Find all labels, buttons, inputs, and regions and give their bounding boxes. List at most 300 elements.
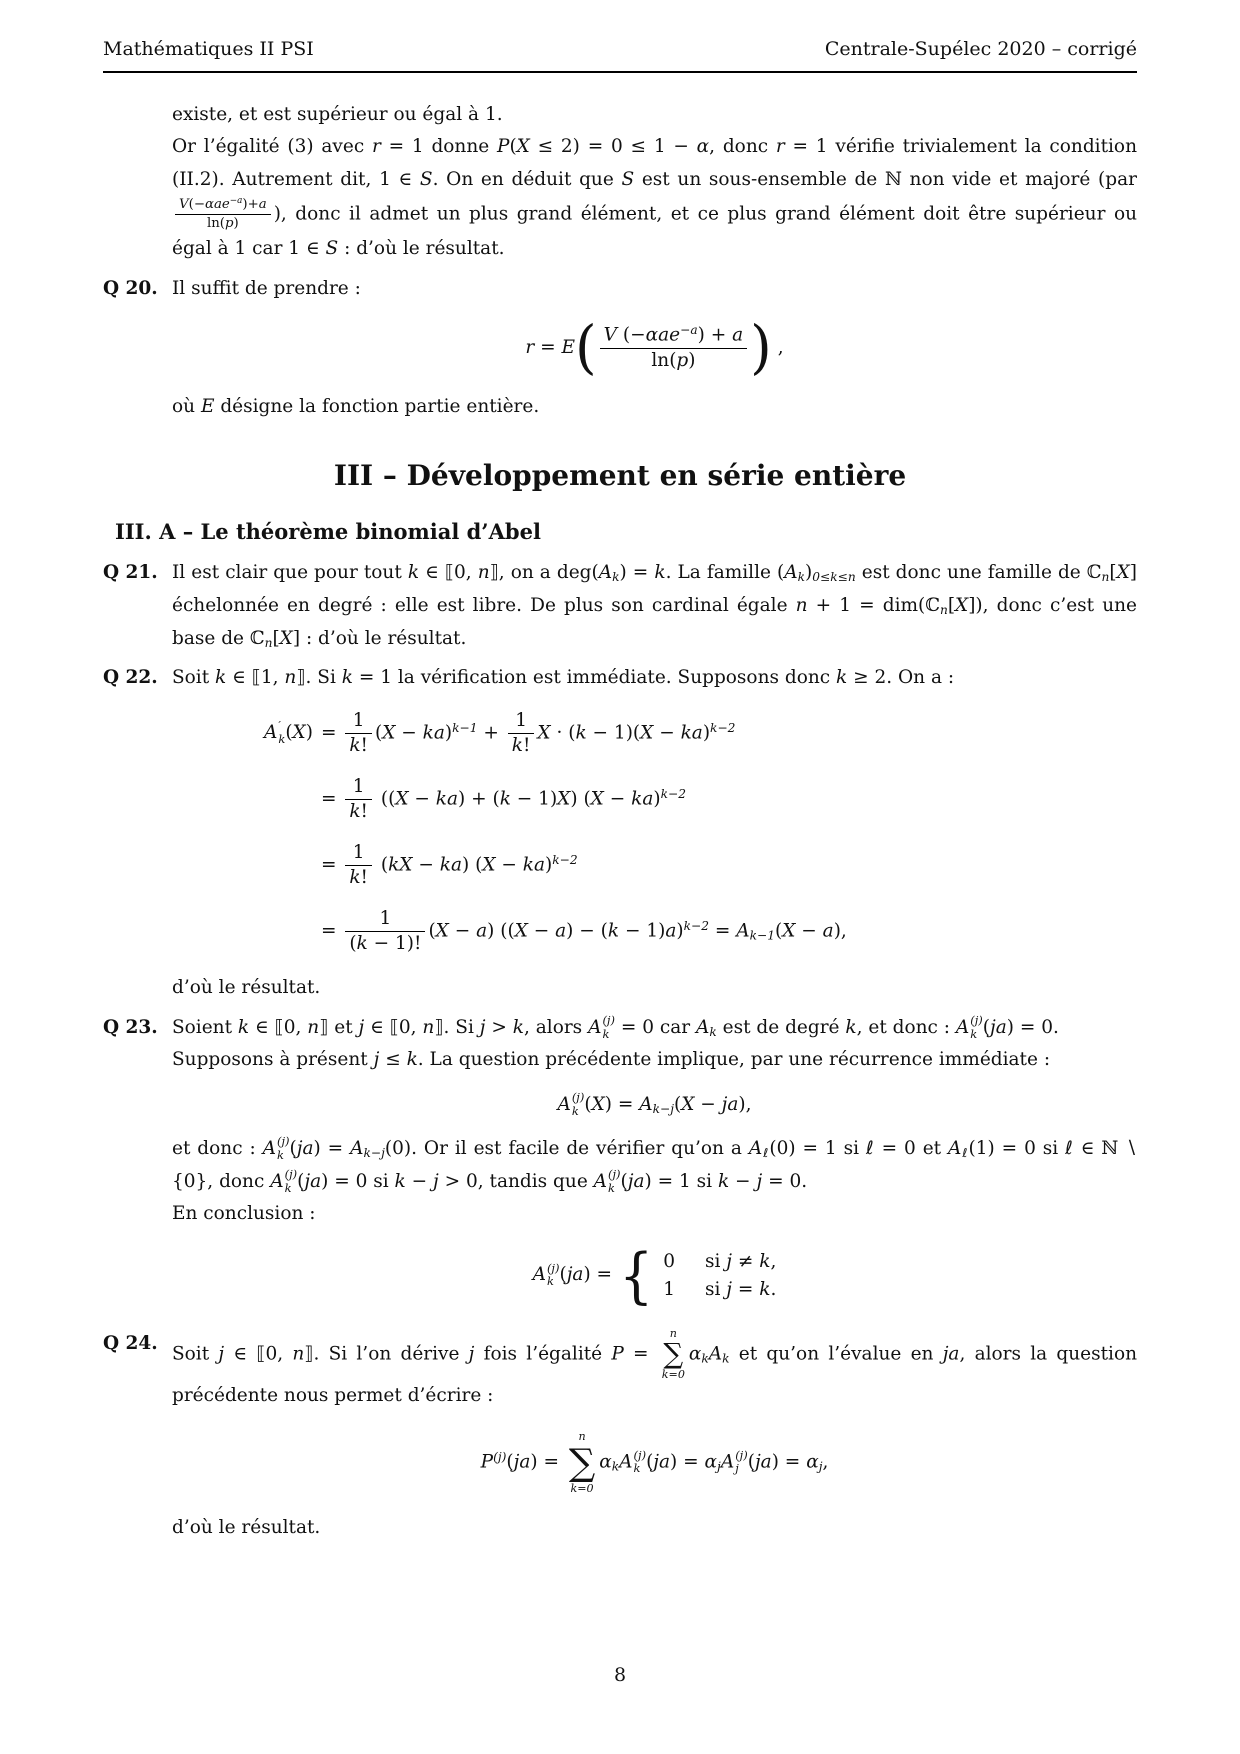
text-run: ( (982, 1016, 990, 1038)
text-run: k (797, 570, 806, 585)
text-run: a (732, 325, 744, 347)
text-run: X (279, 627, 293, 649)
fraction (345, 709, 372, 758)
text-run: ) (653, 788, 661, 810)
question-label: Q 21. (103, 562, 158, 584)
text-run: X (395, 788, 409, 810)
document-body (103, 99, 1137, 1545)
text-run: − (729, 1170, 757, 1192)
text-run: ( (428, 920, 436, 942)
fraction-numerator (345, 709, 372, 734)
text-run: = (708, 920, 737, 942)
text-run: est donc une famille de ℂ (855, 562, 1102, 584)
text-run: ) (688, 350, 696, 372)
text-run: ja (990, 1016, 1007, 1038)
text-run: )+ (242, 197, 259, 213)
text-run: A (720, 1451, 735, 1473)
text-run: , donc (709, 136, 776, 158)
text-run: ja (754, 1451, 772, 1473)
equation-rhs (321, 841, 847, 890)
subscript: k (602, 1026, 610, 1041)
text-run: j (218, 1342, 225, 1364)
text-run: , alors la question précédente nous permet d’écrire : (172, 1342, 1138, 1407)
text-run: > 0, tandis que (438, 1170, 594, 1192)
text-run: A (948, 1138, 962, 1160)
text-run: ka (422, 722, 445, 744)
text-run: k (654, 562, 666, 584)
text-run: ) (233, 216, 239, 232)
equation-rhs (321, 775, 847, 824)
case-value: 0 (663, 1250, 675, 1272)
text-run: k (709, 1024, 717, 1039)
text-run: ( (374, 854, 389, 876)
text-run: V (603, 325, 618, 347)
text-run: ) = 1 si (644, 1170, 718, 1192)
superscript: (j) (546, 1260, 560, 1275)
question-body (172, 557, 1137, 655)
superscript: (j) (735, 1447, 748, 1462)
header-rule (103, 71, 1137, 73)
superscript-subscript-stack (277, 1135, 290, 1163)
text-run: (− (188, 197, 205, 213)
text-run: − (408, 788, 436, 810)
text-run: A (588, 1016, 602, 1038)
text-run: −a (229, 196, 243, 207)
text-run: − (495, 854, 523, 876)
text-run: est de degré (716, 1016, 846, 1038)
fraction (508, 709, 535, 758)
text-run: P (497, 136, 510, 158)
fraction-numerator (508, 709, 535, 734)
text-run: ) − ( (566, 920, 608, 942)
text-run: − (395, 722, 423, 744)
text-run: ⟧. Si (434, 1016, 480, 1038)
text-run: X (435, 920, 449, 942)
text-run: A (264, 721, 278, 743)
text-run: ) (545, 854, 553, 876)
text-run: k (356, 932, 368, 954)
text-run: ! (360, 866, 368, 888)
text-run: ( (297, 1170, 305, 1192)
text-run: · ( (550, 722, 576, 744)
text-run: S (325, 238, 339, 260)
text-run: α (599, 1451, 612, 1473)
text-run: k (349, 734, 361, 756)
text-run: α (696, 136, 710, 158)
text-run: et donc : (172, 1138, 263, 1160)
text-run: ∈ ℕ ∖ {0}, donc (172, 1138, 1137, 1192)
question-body (172, 273, 1137, 424)
text-run: r (525, 337, 535, 359)
text-run: X (482, 854, 496, 876)
question-24 (103, 1328, 1137, 1545)
text-run: k−1 (452, 720, 478, 735)
text-run: = (320, 854, 343, 876)
text-run: j (726, 1278, 733, 1300)
text-run: n (1101, 570, 1110, 585)
text-run: k (845, 1016, 857, 1038)
fraction (345, 841, 372, 890)
section-title: III – Développement en série entière (333, 458, 907, 492)
equation-rhs (321, 907, 847, 956)
fraction (175, 196, 271, 233)
sum-upper-limit: n (578, 1429, 586, 1443)
case-condition (705, 1249, 776, 1275)
text-run: k (512, 1016, 524, 1038)
text-run: − (527, 920, 556, 942)
text-run: ) ( (570, 788, 591, 810)
text-run: = (320, 788, 343, 810)
text-run: , (822, 1451, 829, 1473)
superscript: (j) (571, 1089, 585, 1104)
text-run: + (477, 722, 505, 744)
text-run: si (704, 1278, 727, 1300)
text-run: ∈ ⟦0, (249, 1016, 308, 1038)
text-run: X (516, 136, 530, 158)
text-run: [ (272, 627, 280, 649)
q24-intro-text (172, 1328, 1137, 1413)
subscript: k (608, 1180, 615, 1195)
text-run: k (607, 920, 620, 942)
text-run: ) + (697, 325, 733, 347)
page-header (103, 38, 1137, 62)
superscript-subscript-stack (735, 1449, 748, 1477)
text-run: S (419, 168, 433, 190)
text-run: ja (942, 1342, 960, 1364)
q23-paragraph-4 (172, 1198, 1137, 1231)
subscript: k (571, 1103, 579, 1118)
text-run: j (756, 1170, 763, 1192)
subscript: k (277, 1148, 284, 1163)
cases-block: { 0 si j ≠ k, 1 si j = k. (619, 1239, 777, 1311)
text-run: ]), donc c’est une base de ℂ (172, 595, 1137, 649)
text-run: ( (506, 1451, 514, 1473)
text-run: k (612, 570, 620, 585)
q23-display-equation (172, 1089, 1137, 1122)
superscript-subscript-stack (970, 1014, 983, 1042)
text-run: k (759, 1278, 771, 1300)
equation-lhs (264, 717, 313, 750)
text-run: − 1)! (367, 932, 422, 954)
text-run: , et donc : (856, 1016, 956, 1038)
text-run: 1 (352, 775, 365, 797)
text-run: j (818, 1459, 823, 1474)
text-run: k (836, 667, 848, 689)
text-run: ) = (583, 1264, 613, 1286)
text-run: ka (631, 788, 654, 810)
text-run: X (514, 920, 528, 942)
question-body (172, 1012, 1137, 1321)
text-run: p (676, 350, 689, 372)
text-run: j (479, 1016, 486, 1038)
fraction (345, 775, 372, 824)
text-run: ! (360, 734, 368, 756)
text-run: = 0 et (874, 1138, 949, 1160)
text-run: A (708, 1342, 723, 1364)
text-run: X (955, 595, 969, 616)
text-run: (( (374, 788, 396, 810)
text-run: ⟧. Si (296, 667, 342, 689)
q23-cases-equation (172, 1239, 1137, 1311)
text-run: X (292, 721, 306, 743)
text-run: 1 (352, 841, 365, 863)
text-run: k (701, 1350, 709, 1365)
text-run: = (732, 1278, 760, 1300)
text-run: d’où le résultat. (172, 977, 321, 999)
text-run: A (598, 562, 613, 584)
text-run: − (412, 854, 440, 876)
superscript: (j) (633, 1447, 647, 1462)
text-run: = (320, 722, 343, 744)
superscript: (j) (608, 1167, 621, 1181)
text-run: A (350, 1138, 364, 1160)
text-run: ( (559, 1264, 567, 1286)
text-run: ) = (313, 1138, 351, 1160)
text-run: A (532, 1264, 546, 1286)
text-run: X (640, 722, 654, 744)
text-run: . (770, 1278, 777, 1300)
text-run: a (665, 920, 677, 942)
header-course-title: Mathématiques II PSI (103, 38, 314, 60)
text-run: : d’où le résultat. (338, 238, 505, 260)
text-run: ln( (206, 216, 225, 232)
text-run: Or l’égalité (3) avec (172, 136, 372, 158)
text-run: ), donc il admet un plus grand élément, et ce plus grand élément doit être supérieur ou égal à 1 car 1 ∈ (172, 203, 1137, 260)
text-run: 1 (352, 709, 365, 731)
text-run: ] : d’où le résultat. (292, 627, 467, 649)
text-run: A (736, 920, 750, 942)
text-run: ) (( (487, 920, 515, 942)
text-run: d’où le résultat. (172, 1516, 321, 1538)
fraction-denominator (175, 215, 271, 233)
fraction (345, 907, 425, 956)
text-run: ), (738, 1093, 752, 1115)
superscript: (j) (602, 1012, 615, 1027)
q20-outro-text (172, 391, 1137, 424)
text-run: k−1 (749, 928, 775, 943)
superscript-subscript-stack (608, 1168, 621, 1196)
text-run: Supposons à présent (172, 1049, 374, 1071)
text-run: − (405, 1170, 433, 1192)
cases-lhs (533, 1259, 612, 1292)
text-run: − (603, 788, 632, 810)
question-label: Q 24. (103, 1332, 158, 1354)
text-run: ) (702, 722, 711, 744)
text-run: où (172, 396, 201, 418)
text-run: ka (680, 722, 703, 744)
text-run: désigne la fonction partie entière. (214, 396, 540, 418)
text-run: ℓ (762, 1146, 770, 1161)
text-run: ja (296, 1138, 314, 1160)
text-run: ( (289, 1138, 297, 1160)
text-run: − 1) (619, 920, 666, 942)
superscript: (j) (277, 1134, 290, 1149)
text-run: ka (435, 788, 458, 810)
equation (481, 1431, 829, 1494)
case-value: 1 (663, 1278, 675, 1300)
text-run: = 0 car (614, 1016, 696, 1038)
text-run: ∈ ⟦1, (226, 667, 285, 689)
text-run: ≤ (379, 1049, 407, 1071)
sum-lower-limit: k=0 (570, 1481, 594, 1495)
text-run: si (704, 1250, 727, 1272)
text-run: , alors (523, 1016, 589, 1038)
text-run: , (770, 1250, 777, 1272)
text-run: n (422, 1016, 435, 1038)
text-run: ℓ (1065, 1138, 1074, 1160)
text-run: P (480, 1451, 494, 1473)
text-run: P (611, 1342, 624, 1364)
text-run: 1 (515, 709, 527, 731)
text-run: X (382, 722, 396, 744)
text-run: ) ( (462, 854, 483, 876)
text-run: k (759, 1250, 771, 1272)
sum-lower-limit: k=0 (661, 1368, 685, 1382)
text-run: k (717, 1170, 730, 1192)
fraction-numerator (345, 775, 372, 800)
question-body (172, 1328, 1137, 1545)
text-run: A (270, 1170, 284, 1192)
sum-with-limits (662, 1328, 685, 1381)
text-run: (0) = 1 si (769, 1138, 866, 1160)
text-run: ≤ 2) = 0 ≤ 1 − (529, 136, 697, 158)
subscript: k (284, 1180, 292, 1195)
text-run: ka (439, 854, 462, 876)
text-run: α (806, 1451, 819, 1473)
question-label: Q 23. (103, 1016, 158, 1038)
text-run: k (722, 1350, 730, 1365)
question-body (172, 662, 1137, 1004)
q20-intro-text (172, 273, 1137, 306)
text-run: Soit (172, 1342, 219, 1364)
text-run: ja (304, 1170, 322, 1192)
text-run: k (575, 722, 587, 744)
text-run: ℓ (865, 1138, 875, 1160)
text-run: n (284, 667, 297, 689)
text-run: a (822, 920, 834, 942)
text-run: V (179, 197, 189, 213)
equation (557, 1089, 751, 1122)
text-run: j (433, 1170, 439, 1192)
text-run: A (955, 1016, 970, 1038)
text-run: a (555, 920, 567, 942)
text-run: α (704, 1451, 718, 1473)
subsection-title: III. A – Le théorème binomial d’Abel (115, 519, 541, 545)
text-run: ) = (604, 1093, 640, 1115)
text-run: En conclusion : (172, 1203, 316, 1225)
text-run: ja (653, 1451, 671, 1473)
text-run: ) (676, 920, 684, 942)
text-run: ! (522, 734, 531, 756)
text-line: existe, et est supérieur ou égal à 1. (172, 103, 503, 125)
text-run: k (499, 788, 511, 810)
question-20 (103, 273, 1137, 424)
text-run: − 1) (510, 788, 558, 810)
text-run: − 1)( (586, 722, 641, 744)
superscript-subscript-stack (547, 1262, 560, 1290)
text-run: Il suffit de prendre : (172, 277, 361, 299)
text-run: X (681, 1093, 695, 1115)
question-23 (103, 1012, 1137, 1321)
text-run: ) = 0 si (321, 1170, 395, 1192)
fraction (600, 323, 748, 373)
sigma-symbol: ∑ (663, 1336, 684, 1370)
text-run: n (292, 1342, 305, 1364)
text-run: (0). Or il est facile de vérifier qu’on a (384, 1138, 749, 1160)
text-run: ja (627, 1170, 645, 1192)
text-run: ka (522, 854, 546, 876)
text-run: ( (349, 932, 357, 954)
text-run: = 1 vérifie trivialement la condition (II.2). Autrement dit, 1 ∈ (172, 136, 1137, 190)
text-run: ∈ ⟦0, (419, 562, 478, 584)
text-run: kX (388, 854, 413, 876)
text-run: Il est clair que pour tout (172, 562, 408, 584)
text-run: ) (805, 562, 813, 584)
text-run: ( (374, 722, 383, 744)
text-run: X (590, 788, 604, 810)
text-run: Soit (172, 667, 216, 689)
text-run: k (394, 1170, 406, 1192)
text-run: a (476, 920, 488, 942)
text-run: ] échelonnée en degré : elle est libre. De plus son cardinal égale (172, 562, 1137, 616)
text-run: − (795, 920, 823, 942)
text-run: . La famille ( (665, 562, 785, 584)
text-run: n (307, 1016, 320, 1038)
text-run: = (534, 337, 562, 359)
q22-aligned-derivation (264, 709, 1137, 956)
text-run: X (537, 722, 551, 744)
text-run: ) = (530, 1451, 565, 1473)
text-run: ), (833, 920, 847, 942)
question-label: Q 20. (103, 277, 158, 299)
text-run: A (593, 1170, 608, 1192)
superscript-subscript-stack (634, 1449, 647, 1477)
text-run: Soient (172, 1016, 238, 1038)
text-run: X (557, 788, 571, 810)
text-run: fois l’égalité (474, 1342, 612, 1364)
text-run: ) = (771, 1451, 807, 1473)
page-number: 8 (613, 1663, 627, 1686)
text-run: ( (646, 1451, 654, 1473)
superscript-subscript-stack (602, 1014, 615, 1042)
text-run: [ (947, 595, 956, 616)
question-21 (103, 557, 1137, 655)
q19-continuation-line (172, 99, 1137, 132)
text-run: k (215, 667, 227, 689)
superscript: ′ (278, 718, 281, 733)
text-run: [ (1109, 562, 1117, 584)
text-run: ) = (670, 1451, 705, 1473)
text-run: ) (444, 722, 453, 744)
text-run: 0≤k≤n (812, 570, 856, 585)
text-run: j (717, 1459, 721, 1474)
q23-paragraph-1 (172, 1012, 1137, 1045)
text-run: X (591, 1093, 605, 1115)
q21-text (172, 557, 1137, 655)
text-run: p (224, 216, 234, 232)
text-run: A (695, 1016, 710, 1038)
text-run: ) + ( (458, 788, 500, 810)
text-run: + 1 = dim(ℂ (807, 595, 940, 616)
superscript-subscript-stack (285, 1168, 298, 1196)
case-condition (705, 1277, 776, 1303)
text-run: et qu’on l’évalue en (729, 1342, 943, 1364)
text-run: k (237, 1016, 250, 1038)
case-row (663, 1277, 776, 1303)
text-run: n (264, 635, 273, 650)
text-run: . La question précédente implique, par une récurrence immédiate : (417, 1049, 1051, 1071)
text-run: ⟧. Si l’on dérive (304, 1342, 469, 1364)
